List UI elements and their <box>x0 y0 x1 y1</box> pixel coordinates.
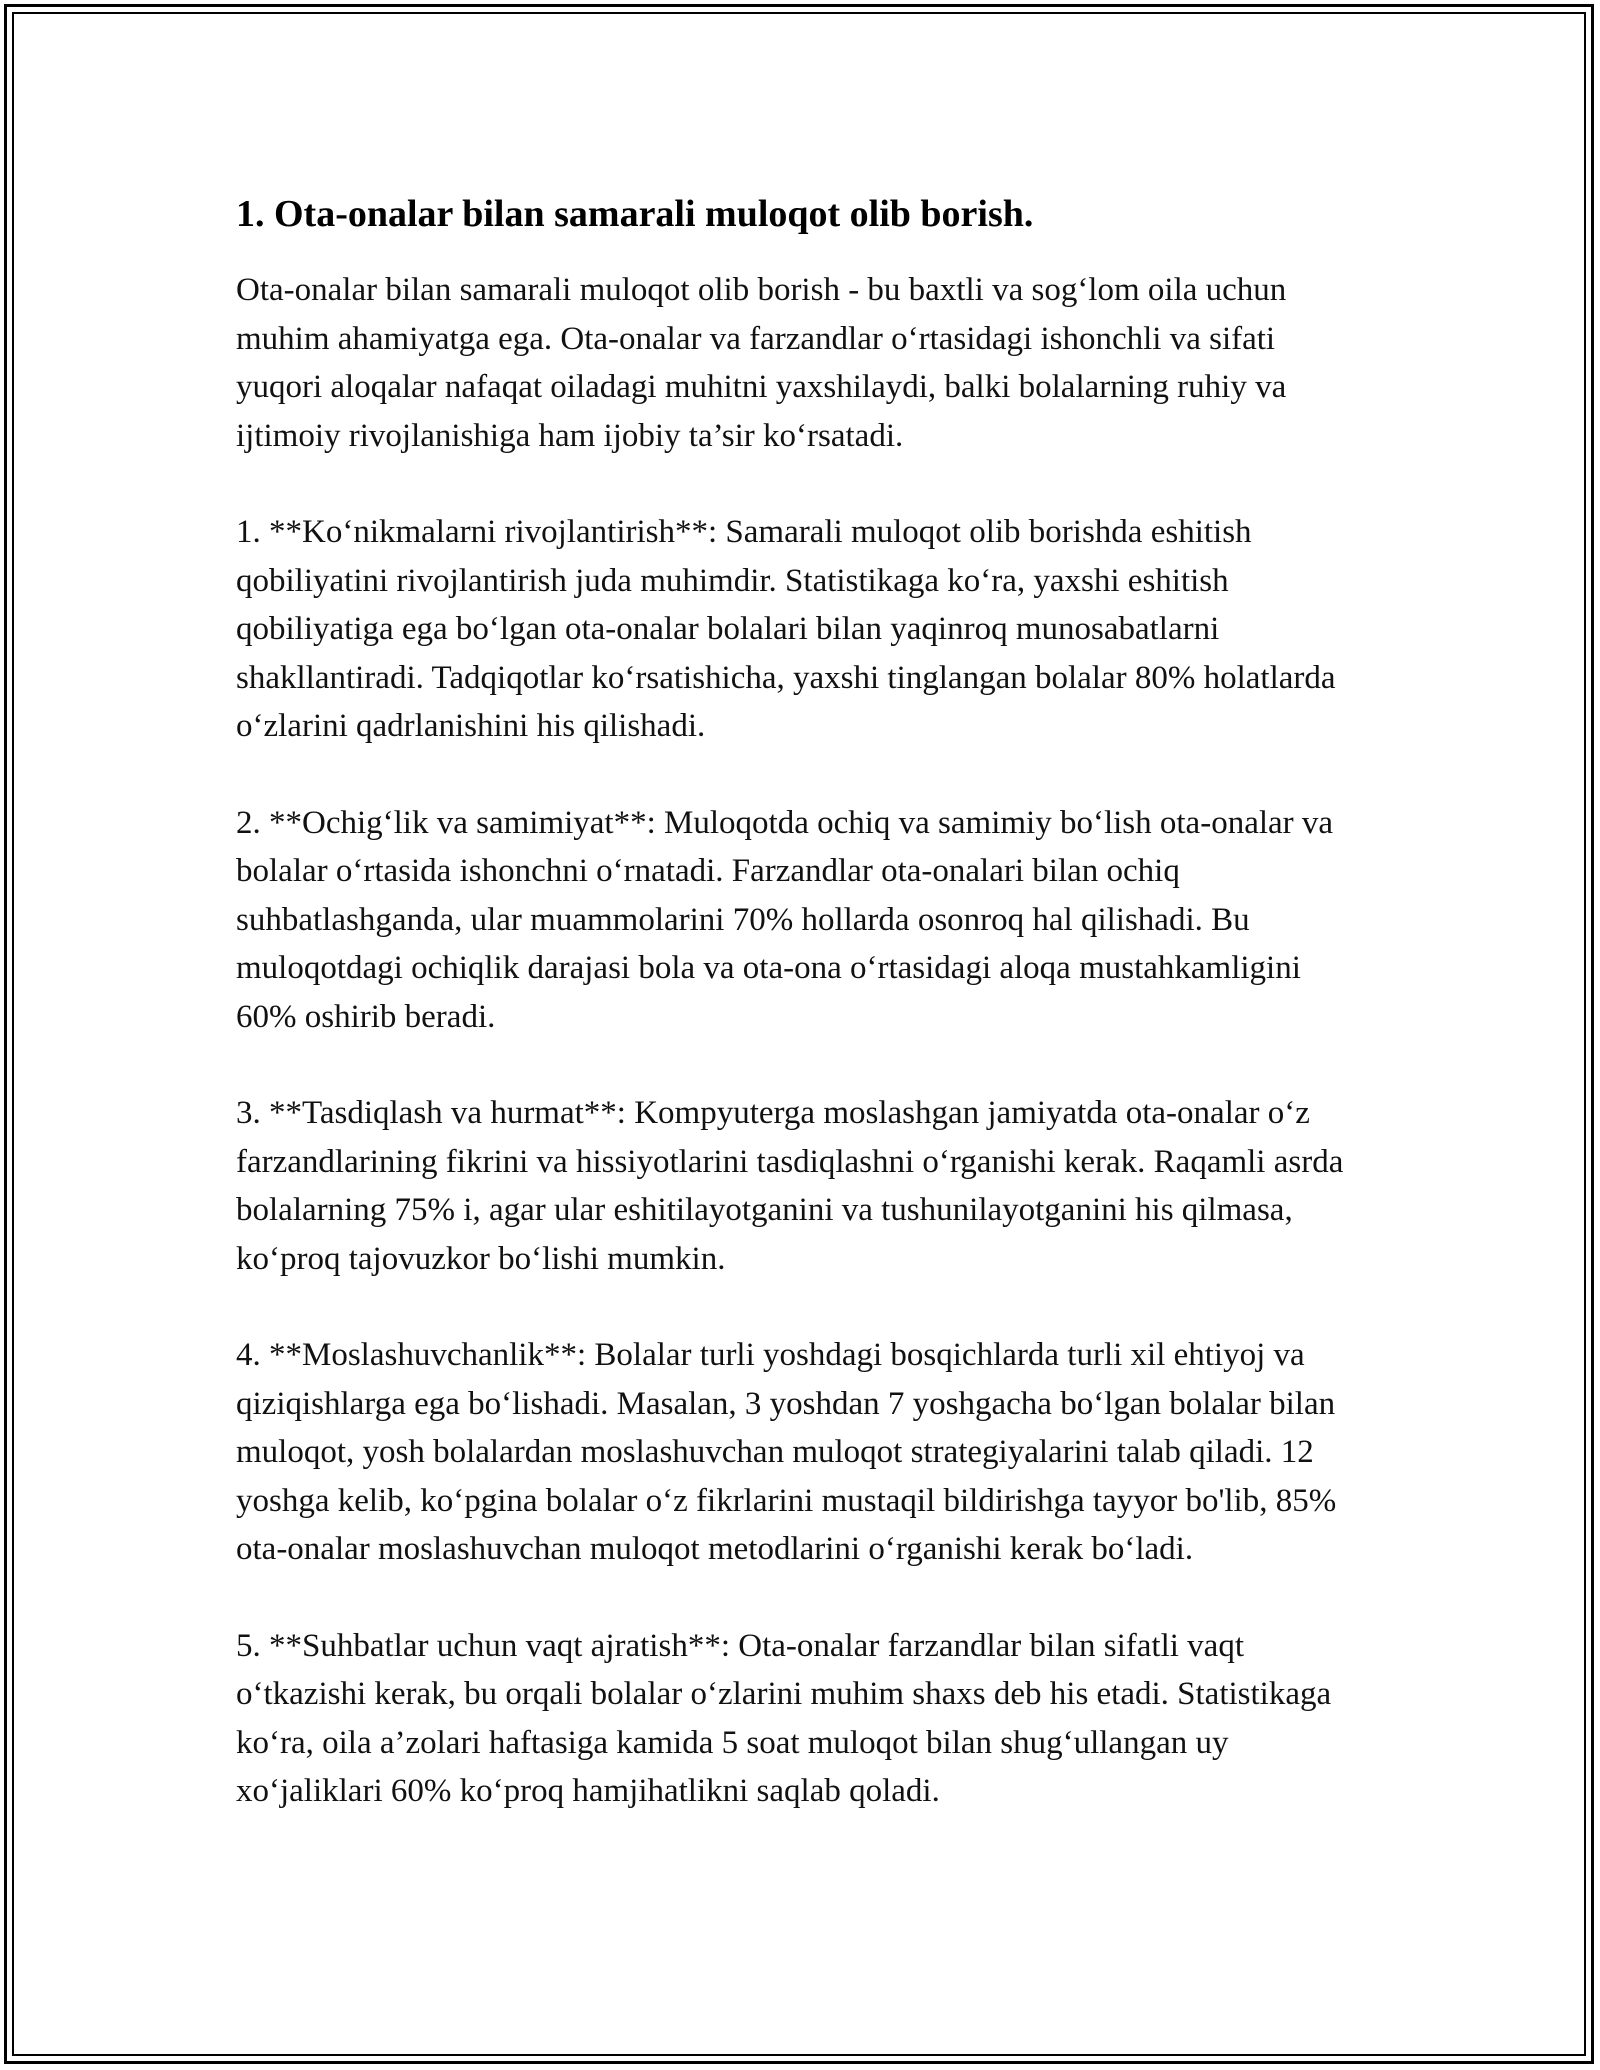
document-body <box>236 188 1366 1864</box>
paragraph-openness: 2. **Ochig‘lik va samimiyat**: Muloqotda ochiq va samimiy bo‘lish ota-onalar va bolalar o‘rtasida ishonchni o‘rnatadi. Farzandlar ota-onalari bilan ochiq suhbatlashganda, ular muammolarini 70% hollarda osonroq hal qilishadi. Bu muloqotdagi ochiqlik darajasi bola va ota-ona o‘rtasidagi aloqa mustahkamligini 60% oshirib beradi. <box>236 804 1334 1035</box>
paragraph-flexibility: 4. **Moslashuvchanlik**: Bolalar turli yoshdagi bosqichlarda turli xil ehtiyoj va qiziqishlarga ega bo‘lishadi. Masalan, 3 yoshdan 7 yoshgacha bo‘lgan bolalar bilan muloqot, yosh bolalardan moslashuvchan muloqot strategiyalarini talab qiladi. 12 yoshga kelib, ko‘pgina bolalar o‘z fikrlarini mustaqil bildirishga tayyor bo'lib, 85% ota-onalar moslashuvchan muloqot metodlarini o‘rganishi kerak bo‘ladi. <box>236 1337 1337 1567</box>
document-title: 1. Ota-onalar bilan samarali muloqot olib borish. <box>236 193 1034 235</box>
paragraph-skills: 1. **Ko‘nikmalarni rivojlantirish**: Samarali muloqot olib borishda eshitish qobiliyatini rivojlantirish juda muhimdir. Statistikaga ko‘ra, yaxshi eshitish qobiliyatiga ega bo‘lgan ota-onalar bolalari bilan yaqinroq munosabatlarni shakllantiradi. Tadqiqotlar ko‘rsatishicha, yaxshi tinglangan bolalar 80% holatlarda o‘zlarini qadrlanishini his qilishadi. <box>236 514 1336 744</box>
paragraph-time: 5. **Suhbatlar uchun vaqt ajratish**: Ota-onalar farzandlar bilan sifatli vaqt o‘tkazishi kerak, bu orqali bolalar o‘zlarini muhim shaxs deb his etadi. Statistikaga ko‘ra, oila a’zolari haftasiga kamida 5 soat muloqot bilan shug‘ullangan uy xo‘jaliklari 60% ko‘proq hamjihatlikni saqlab qoladi. <box>236 1627 1332 1809</box>
intro-paragraph: Ota-onalar bilan samarali muloqot olib borish - bu baxtli va sog‘lom oila uchun muhim ahamiyatga ega. Ota-onalar va farzandlar o‘rtasidagi ishonchli va sifati yuqori aloqalar nafaqat oiladagi muhitni yaxshilaydi, balki bolalarning ruhiy va ijtimoiy rivojlanishiga ham ijobiy ta’sir ko‘rsatadi. <box>236 272 1287 454</box>
paragraph-validation: 3. **Tasdiqlash va hurmat**: Kompyuterga moslashgan jamiyatda ota-onalar o‘z farzandlarining fikrini va hissiyotlarini tasdiqlashni o‘rganishi kerak. Raqamli asrda bolalarning 75% i, agar ular eshitilayotganini va tushunilayotganini his qilmasa, ko‘proq tajovuzkor bo‘lishi mumkin. <box>236 1095 1344 1277</box>
